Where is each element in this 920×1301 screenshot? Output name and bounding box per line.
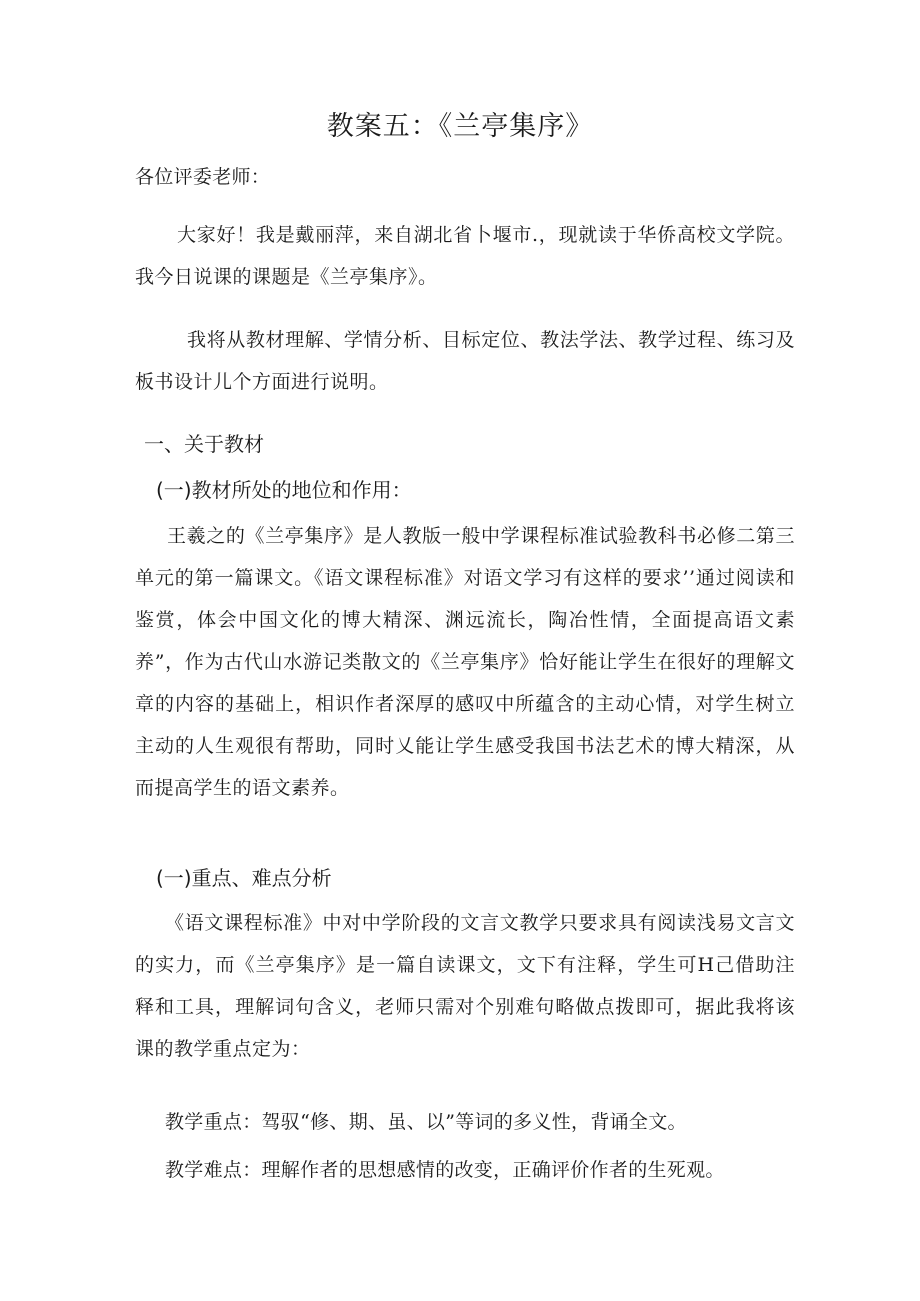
paragraph-status: 王羲之的《兰亭集序》是人教版一般中学课程标准试验教科书必修二第三单元的第一篇课文。《语文课程标准》对语文学习有这样的要求’’通过阅读和鉴赏，体会中国文化的博大精深、渊远流长，陶冶性情，全面提高语文素养”，作为古代山水游记类散文的《兰亭集序》恰好能让学生在很好的理解文章的内容的基础上，相识作者深厚的感叹中所蕴含的主动心情，对学生树立主动的人生观很有帮助，同时乂能让学生感受我国书法艺术的博大精深，从而提高学生的语文素养。 [135, 525, 795, 799]
section-heading-textbook: 一、关于教材 [144, 432, 264, 456]
subsection-heading-status: (一)教材所处的地位和作用： [156, 478, 412, 502]
document-title: 教案五：《兰亭集序》 [326, 111, 594, 142]
key-point-line: 教学重点：驾驭“修、期、虽、以”等词的多义性，背诵全文。 [165, 1111, 687, 1133]
subsection-heading-key-points: (一)重点、难点分析 [156, 866, 332, 890]
salutation: 各位评委老师： [135, 166, 271, 188]
intro-paragraph-1: 大家好！我是戴丽萍，来自湖北省卜堰市.，现就读于华侨高校文学院。我今日说课的课题是《兰亭集序》。 [135, 224, 795, 288]
paragraph-key-points: 《语文课程标准》中对中学阶段的文言文教学只要求具有阅读浅易文言文的实力，而《兰亭集序》是一篇自读课文，文下有注释，学生可H己借助注释和工具，理解词句含义，老师只需对个别难句略做点拨即可，据此我将该课的教学重点定为： [135, 912, 795, 1060]
difficult-point-line: 教学难点：理解作者的思想感情的改变，正确评价作者的生死观。 [165, 1159, 725, 1181]
intro-paragraph-2: 我将从教材理解、学情分析、目标定位、教法学法、教学过程、练习及板书设计儿个方面进行说明。 [135, 329, 795, 393]
